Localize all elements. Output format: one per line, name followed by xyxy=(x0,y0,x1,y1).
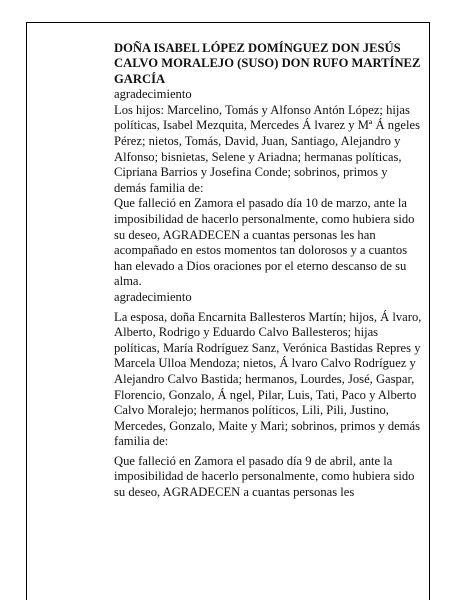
notice-column xyxy=(114,41,422,501)
notice-title: DOÑA ISABEL LÓPEZ DOMÍNGUEZ DON JESÚS CALVO MORALEJO (SUSO) DON RUFO MARTÍNEZ GARCÍA xyxy=(114,41,421,86)
family-paragraph-2: La esposa, doña Encarnita Ballesteros Martín; hijos, Á lvaro, Alberto, Rodrigo y Eduardo Calvo Ballesteros; hijas políticas, María Rodríguez Sanz, Verónica Bastidas Repres y Marcela Ulloa Mendoza; nietos, Á lvaro Calvo Rodríguez y Alejandro Calvo Bastida; hermanos, Lourdes, José, Gaspar, Florencio, Gonzalo, Á ngel, Pilar, Luis, Tati, Paco y Alberto Calvo Moralejo; hermanos políticos, Lili, Pili, Justino, Mercedes, Gonzalo, Maite y Mari; sobrinos, primos y demás familia de: xyxy=(114,309,422,449)
body-paragraph-1: Que falleció en Zamora el pasado día 10 de marzo, ante la imposibilidad de hacerlo personalmente, como hubiera sido su deseo, AGRADECEN a cuantas personas les han acompañado en estos momentos tan dolorosos y a cuantos han elevado a Dios oraciones por el eterno descanso de su alma. xyxy=(114,196,415,289)
family-paragraph-1: Los hijos: Marcelino, Tomás y Alfonso Antón López; hijas políticas, Isabel Mezquita, Mercedes Á lvarez y Mª Á ngeles Pérez; nietos, Tomás, David, Juan, Santiago, Alejandro y Alfonso; bisnietas, Selene y Ariadna; hermanas políticas, Cipriana Barrios y Josefina Conde; sobrinos, primos y demás familia de: xyxy=(114,102,420,195)
body-paragraph-2: Que falleció en Zamora el pasado día 9 de abril, ante la imposibilidad de hacerlo personalmente, como hubiera sido su deseo, AGRADECEN a cuantas personas les xyxy=(114,453,415,500)
notice-heading-1: agradecimiento xyxy=(114,87,192,102)
notice-heading-2: agradecimiento xyxy=(114,289,192,304)
